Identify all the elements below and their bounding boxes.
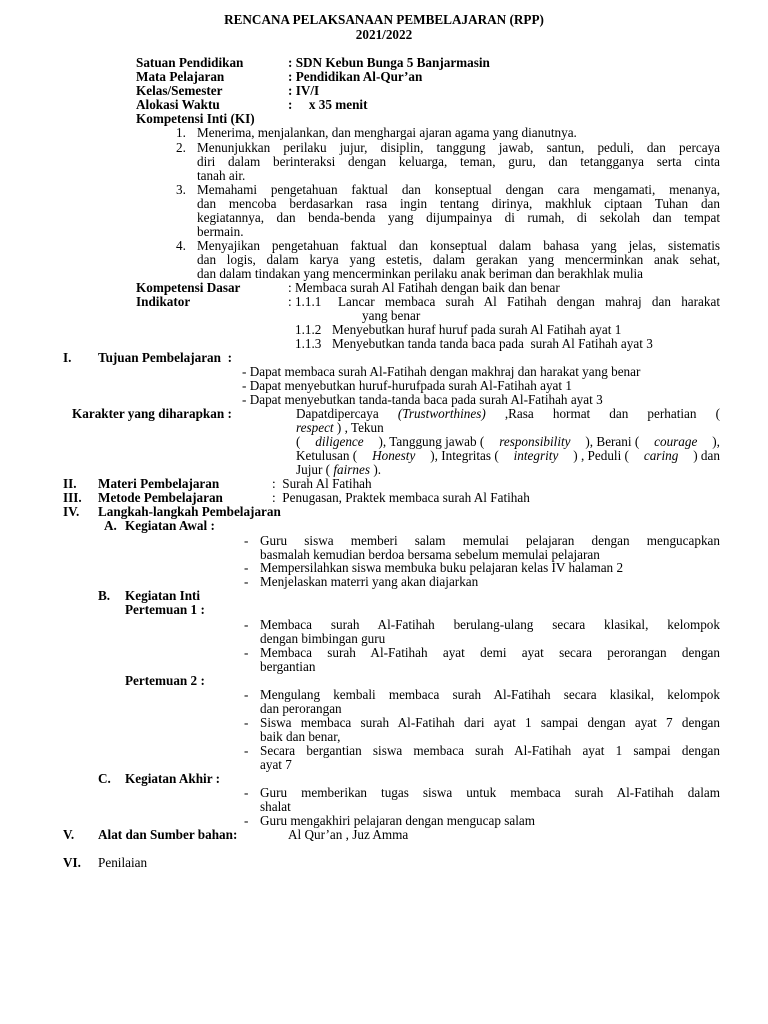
karakter-term: responsibility: [499, 434, 571, 449]
alat-value: Al Qur’an , Juz Amma: [288, 827, 409, 842]
indikator-number: 1.1.3: [295, 336, 322, 351]
tujuan-item: - Dapat membaca surah Al-Fatihah dengan makhraj dan harakat yang benar: [242, 364, 641, 379]
ki-item-line: Menyajikan pengetahuan faktual dan konseptual dalam bahasa yang jelas, sistematis: [197, 238, 720, 253]
karakter-text: dan: [609, 406, 629, 421]
activity-line: Menjelaskan materri yang akan diajarkan: [260, 574, 479, 589]
pertemuan-1-label: Pertemuan 1 :: [125, 602, 205, 617]
document-year: 2021/2022: [355, 27, 413, 42]
karakter-term: respect: [296, 420, 334, 435]
subsection-letter: A.: [104, 518, 117, 533]
identity-label: Satuan Pendidikan: [136, 55, 244, 70]
karakter-text: perhatian: [647, 406, 697, 421]
tujuan-item: - Dapat menyebutkan tanda-tanda baca pada surah Al-Fatihah ayat 3: [242, 392, 603, 407]
karakter-term: fairnes: [333, 462, 371, 477]
section-number: II.: [63, 476, 77, 491]
penilaian-label: Penilaian: [98, 855, 148, 870]
indikator-line: yang benar: [362, 308, 421, 323]
ki-item-line: bermain.: [197, 224, 244, 239]
activity-line: Guru mengakhiri pelajaran dengan mengucap salam: [260, 813, 535, 828]
indikator-line: Menyebutkan huraf huruf pada surah Al Fatihah ayat 1: [332, 322, 622, 337]
karakter-line: [296, 407, 720, 421]
activity-line: Guru memberikan tugas siswa untuk membaca surah Al-Fatihah dalam: [260, 785, 720, 800]
ki-item-number: 3.: [176, 182, 186, 197]
ki-item-number: 4.: [176, 238, 186, 253]
karakter-text: ) , Peduli (: [573, 448, 629, 463]
karakter-term: courage: [654, 434, 698, 449]
alat-label: Alat dan Sumber bahan:: [98, 827, 238, 842]
identity-value: : SDN Kebun Bunga 5 Banjarmasin: [288, 55, 490, 70]
ki-item-line: diri dalam berinteraksi dengan keluarga, teman, guru, dan tetangganya serta cinta: [197, 154, 720, 169]
ki-item-line: Menunjukkan perilaku jujur, disiplin, tanggung jawab, santun, peduli, dan percaya: [197, 140, 720, 155]
bullet-dash: -: [244, 785, 249, 800]
activity-line: Membaca surah Al-Fatihah berulang-ulang secara klasikal, kelompok: [260, 617, 720, 632]
bullet-dash: -: [244, 743, 249, 758]
metode-value: : Penugasan, Praktek membaca surah Al Fatihah: [272, 490, 530, 505]
karakter-line: [296, 435, 720, 449]
bullet-dash: -: [244, 560, 249, 575]
ki-item-line: Memahami pengetahuan faktual dan konseptual dengan cara mengamati, menanya,: [197, 182, 720, 197]
indikator-line: Menyebutkan tanda tanda baca pada surah Al Fatihah ayat 3: [332, 336, 653, 351]
bullet-dash: -: [244, 533, 249, 548]
karakter-text: Dapatdipercaya: [296, 406, 379, 421]
section-number: VI.: [63, 855, 81, 870]
materi-value: : Surah Al Fatihah: [272, 476, 372, 491]
ki-item-line: tanah air.: [197, 168, 246, 183]
activity-line: Guru siswa memberi salam memulai pelajaran dengan mengucapkan: [260, 533, 720, 548]
section-number: III.: [63, 490, 82, 505]
subsection-letter: B.: [98, 588, 111, 603]
karakter-text: ) , Tekun: [336, 420, 384, 435]
karakter-text: (: [715, 406, 720, 421]
karakter-line: [296, 449, 720, 463]
karakter-label: Karakter yang diharapkan :: [72, 406, 232, 421]
kegiatan-inti-label: Kegiatan Inti: [125, 588, 201, 603]
ki-item-number: 1.: [176, 125, 186, 140]
section-number: V.: [63, 827, 75, 842]
bullet-dash: -: [244, 687, 249, 702]
bullet-dash: -: [244, 617, 249, 632]
karakter-term: caring: [643, 448, 679, 463]
activity-line: Siswa membaca surah Al-Fatihah dari ayat 1 sampai dengan ayat 7 dengan: [260, 715, 720, 730]
karakter-line: [296, 421, 384, 435]
karakter-term: Honesty: [372, 448, 416, 463]
kegiatan-akhir-label: Kegiatan Akhir :: [125, 771, 221, 786]
indikator-line: Lancar membaca surah Al Fatihah dengan mahraj dan harakat: [338, 294, 720, 309]
ki-item-line: dan dalam tindakan yang mencerminkan perilaku anak beriman dan berakhlak mulia: [197, 266, 644, 281]
activity-line: dengan bimbingan guru: [260, 631, 386, 646]
activity-line: ayat 7: [260, 757, 292, 772]
karakter-term: (Trustworthines): [397, 406, 486, 421]
karakter-term: integrity: [513, 448, 559, 463]
identity-label: Mata Pelajaran: [136, 69, 225, 84]
identity-label: Alokasi Waktu: [136, 97, 220, 112]
ki-item-line: Menerima, menjalankan, dan menghargai ajaran agama yang dianutnya.: [197, 125, 577, 140]
bullet-dash: -: [244, 813, 249, 828]
karakter-line: [296, 463, 381, 477]
indikator-number: : 1.1.1: [288, 294, 322, 309]
section-number: I.: [63, 350, 72, 365]
kd-value: : Membaca surah Al Fatihah dengan baik dan benar: [288, 280, 560, 295]
tujuan-label: Tujuan Pembelajaran :: [98, 350, 232, 365]
subsection-letter: C.: [98, 771, 111, 786]
activity-line: dan perorangan: [260, 701, 342, 716]
activity-line: Secara bergantian siswa membaca surah Al-Fatihah ayat 1 sampai dengan: [260, 743, 720, 758]
bullet-dash: -: [244, 645, 249, 660]
ki-item-line: dan logis, dalam karya yang estetis, dalam gerakan yang mencerminkan anak sehat,: [197, 252, 720, 267]
activity-line: Membaca surah Al-Fatihah ayat demi ayat secara perorangan dengan: [260, 645, 720, 660]
document-title: RENCANA PELAKSANAAN PEMBELAJARAN (RPP): [224, 12, 544, 27]
identity-label: Kelas/Semester: [136, 83, 223, 98]
activity-line: shalat: [260, 799, 291, 814]
materi-label: Materi Pembelajaran: [98, 476, 220, 491]
karakter-text: Jujur (: [296, 462, 331, 477]
karakter-text: ,Rasa: [504, 406, 534, 421]
tujuan-item: - Dapat menyebutkan huruf-hurufpada surah Al-Fatihah ayat 1: [242, 378, 572, 393]
activity-line: basmalah kemudian berdoa bersama sebelum memulai pelajaran: [260, 547, 600, 562]
metode-label: Metode Pembelajaran: [98, 490, 223, 505]
bullet-dash: -: [244, 574, 249, 589]
activity-line: Mengulang kembali membaca surah Al-Fatihah secara klasikal, kelompok: [260, 687, 720, 702]
identity-value: : IV/I: [288, 83, 320, 98]
activity-line: bergantian: [260, 659, 316, 674]
indikator-label: Indikator: [136, 294, 191, 309]
ki-heading: Kompetensi Inti (KI): [136, 111, 255, 126]
karakter-text: ).: [373, 462, 382, 477]
ki-item-line: kegiatannya, dan benda-benda yang dijumpainya di rumah, di sekolah dan tempat: [197, 210, 720, 225]
pertemuan-2-label: Pertemuan 2 :: [125, 673, 205, 688]
karakter-text: hormat: [552, 406, 591, 421]
karakter-text: ),: [712, 434, 720, 449]
karakter-text: ), Tanggung jawab (: [378, 434, 485, 449]
langkah-label: Langkah-langkah Pembelajaran: [98, 504, 281, 519]
karakter-text: ) dan: [693, 448, 720, 463]
karakter-term: diligence: [315, 434, 364, 449]
identity-value: : Pendidikan Al-Qur’an: [288, 69, 423, 84]
ki-item-line: dan mencoba berdasarkan rasa ingin tentang dirinya, makhluk ciptaan Tuhan dan: [197, 196, 720, 211]
karakter-text: ), Integritas (: [430, 448, 499, 463]
ki-item-number: 2.: [176, 140, 186, 155]
kd-label: Kompetensi Dasar: [136, 280, 241, 295]
indikator-number: 1.1.2: [295, 322, 322, 337]
section-number: IV.: [63, 504, 80, 519]
karakter-text: (: [296, 434, 301, 449]
kegiatan-awal-label: Kegiatan Awal :: [125, 518, 215, 533]
activity-line: Mempersilahkan siswa membuka buku pelajaran kelas IV halaman 2: [260, 560, 624, 575]
karakter-text: ), Berani (: [585, 434, 640, 449]
bullet-dash: -: [244, 715, 249, 730]
identity-value: : x 35 menit: [288, 97, 368, 112]
karakter-text: Ketulusan (: [296, 448, 358, 463]
activity-line: baik dan benar,: [260, 729, 341, 744]
